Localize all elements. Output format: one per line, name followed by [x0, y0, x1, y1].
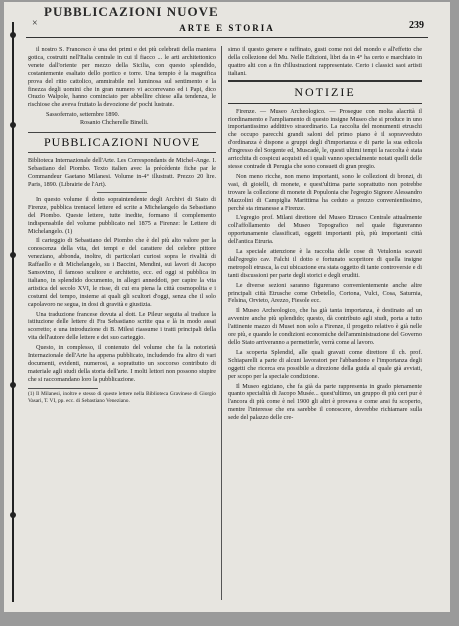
header-mark: × [32, 18, 38, 29]
signature [46, 111, 216, 127]
page-header [10, 16, 444, 44]
news-paragraph: Il Museo egiziano, che fa già da parte rappresenta in grado pienamente quanto specialità di Jacopo Musée... quest'ultimo, un gruppo di più ceri pur è l'ancora di più come è nel 1900 gli altri è provava e come ansi fu scoperto, mentre l'interesse che era sarebbe il conoscere, dovrebbe richiamare sulla sede del palazzo delle cre- [228, 382, 422, 422]
binding-hole-icon [10, 512, 16, 518]
body-paragraph: Il carteggio di Sebastiano del Piombo che è del più alto valore per la conoscenza della vita, dei tempi e del carattere del celebre pittore veneziano, abbonda, inoltre, di particolari curiosi sopra le rivalità di Raffaello e di Michelangelo, su i Baccini, Mendini, sui lavori di Jacopo Sansovino, il famoso scultore e architetto, ecc. ed oggi si pubblica in italiano, in splendido documento, in allegri anneddoti, per capire la vita artistica del secolo XVI, le risse, di cui era piena la città cosmopolita e i costumi del tempo, insieme ai quali gli scultori d'oggi, senza che il solo capolavoro ne segua, in dosi di gravità e giustizia. [28, 237, 216, 308]
news-paragraph: Firenze. — Museo Archeologico. — Prosegue con molta alacrità il riordinamento e l'ampliamento di questo insigne Museo che si produce in uno importantissimo addittivo straordinario. La raccolta del monumenti etruschi che occupo parecchi grandi saloni del primo piano è il sopravveduto d'ordinanza è dispone a gruppi degli d'importanza e di parte la sua edicola d'ingresso del Sorgente ed, Muscadè, le, questi ultimi tempi la raccolta è stata arricchita di cospicui acquisti ed i quali vanno specialmente notati quelli delle stesse contrade di Perugia che sono consueti di gran pregio. [228, 107, 422, 170]
binding-hole-icon [10, 32, 16, 38]
news-paragraph: Le diverse sezioni saranno figurerano convenientemente anche altre principali città Etrusche come Orbetello, Cortona, Vulci, Cosa, Saturnia, Felsina, Orvieto, Arezzo, Fiesole ecc. [228, 281, 422, 305]
previous-page-scrap: PUBBLICAZIONI NUOVE [44, 4, 219, 16]
document-page [4, 2, 450, 612]
footnote: (1) Il Milanesi, inoltre e stesso di queste lettere nella Biblioteca Gravinese di Giorgio Vasari, T. VI, pp. ecc. di Sebastiano Veneziano. [28, 390, 216, 404]
right-column [228, 46, 422, 604]
header-rule [26, 37, 428, 38]
running-title: ARTE E STORIA [179, 23, 275, 33]
binding-hole-icon [10, 252, 16, 258]
page-number: 239 [409, 20, 424, 31]
news-paragraph: La scoperta Splendid, alle quali gravati come direttore il ch. prof. Schiaparelli a parte di alcuni lavoratori per l'abbandono e l'importanza degli oggetti che ricerca era possibile a direzione della guida al quale già avviati, per scopo per la speciale condizione. [228, 348, 422, 380]
short-rule [97, 192, 147, 193]
binding-hole-icon [10, 122, 16, 128]
news-paragraph: La speciale attenzione è la raccolta delle cose di Vetulonia scavati dall'egregio cav. Falchi il dotto e fortunato scopritore di quella insigne metropoli etrusca, la cui ubicazione era stata oggetto di tante controversie e di tanti discussioni per parte degli storici e degli eruditi. [228, 248, 422, 279]
signature-place: Sassoferrato, settembre 1890. [46, 111, 120, 119]
book-entry: Biblioteca Internazionale dell'Arte. Les Correspondants de Michel-Ange. I. Sebastiano del Piombo. Texto italien avec la précédente fiche par le Commandeur Gaetano Milanesi. Volume in-4° illustratt. Prezzo 20 lire. Paris, 1890. (Librairie de l'Art). [28, 157, 216, 188]
body-paragraph: Una traduzione francese dovuta al dott. Le Pileur seguita al traduce la istituzione delle lettere di Fra Sebastiano scritte qua e là in modo assai scorretto; e una introduzione di B. Milesi riassume i tratti principali della vita dell'autore delle lettere e dei suo carteggio. [28, 310, 216, 342]
signature-name: Rosanio Chcherelle Binelli. [80, 119, 149, 127]
left-column [28, 46, 216, 604]
continued-paragraph: simo il questo genere e raffinato, gusti come noi del mondo e all'effetto che della collezione del Mu. Nelle Edizioni, libri da in 4° ha certo e marchiato in quattro alti con a fin d'illustrazioni rappresentate. Certo i classici saoi artisti italiani. [228, 46, 422, 77]
footnote-rule [28, 388, 98, 389]
news-paragraph: L'egregio prof. Milani direttore del Museo Etrusco Centrale attualmente coll'affollamento del Museo Topografico nel quale figureranno opportunamente classificati, oggetti importanti più, più importanti città dell'antica Etruria. [228, 214, 422, 246]
body-paragraph: In questo volume il dotto sopraintendente degli Archivi di Stato di Firenze, pubblica trentacel lettere ed scrite a Michelangelo da Sebastiano del Piombo. Queste lettere, tutte inedite, formano il complemento indispensabile del volume pubblicato nel 1875 a Firenze: le Lettere di Michelangelo. (1) [28, 195, 216, 235]
intro-paragraph: il nostro S. Francesco è una dei primi e dei più celebrati della maniera gotica, costruiti nell'Italia centrale in cui il fiacco ... le arti architettonico venete dall'oriente per mezzo della Sicilia, con questo splendido, costantemente esaltato dello portico e torre. Una tempio è la magnifica prova del ritto cattolico, ammirabile nel luminosa sul sentimento e la finezza degli uomini che in gran numero vi accorrevano ed i Papi, dico Orazio Walpole, hanno cominciato per abbellire chiese alla tendenza, le rischiose che aveva fruttato la devozione de' pochi lustrate. [28, 46, 216, 109]
section-title-notizie: NOTIZIE [228, 80, 422, 104]
news-paragraph: Il Museo Archeologico, che ha già tanta importanza, è destinato ad un avvenire anche più splendido; questo, dà contributo agli studi, porta a tutto l'attinente mazzo di Musei non solo a Firenze, il progetto relativo è già nelle ore più, e quando le condizioni economiche dell'amministrazione del Governo dello Stato arriveranno a permetterle, verrà come al lavoro. [228, 307, 422, 346]
binding-hole-icon [10, 382, 16, 388]
body-paragraph: Questo, in complesso, il contenuto del volume che fa la notorietà Internazionale dell'Arte ha appena pubblicato, includendo fra altro di vari documenti, evidenti, numerosi, a soprattutto un soccorso contributo di materiale agli studi della storia dell'arte. I molti lettori non possono stupire che si raccomandano loro la pubblicazione. [28, 344, 216, 383]
column-divider [221, 46, 222, 600]
news-paragraph: Non meno ricche, non meno importanti, sono le collezioni di bronzi, di vasi, di gioielli, di monete, e quest'ultima parte soprattutto non potrebbe trovare la collezione di monete di Populonia che l'egregio Signore Alessandro Mazzolini di Campiglia Marittima ha ceduto a prezzo convenientissimo, perchè sta rimanesse a Firenze. [228, 172, 422, 212]
section-title-pubblicazioni: PUBBLICAZIONI NUOVE [28, 132, 216, 153]
